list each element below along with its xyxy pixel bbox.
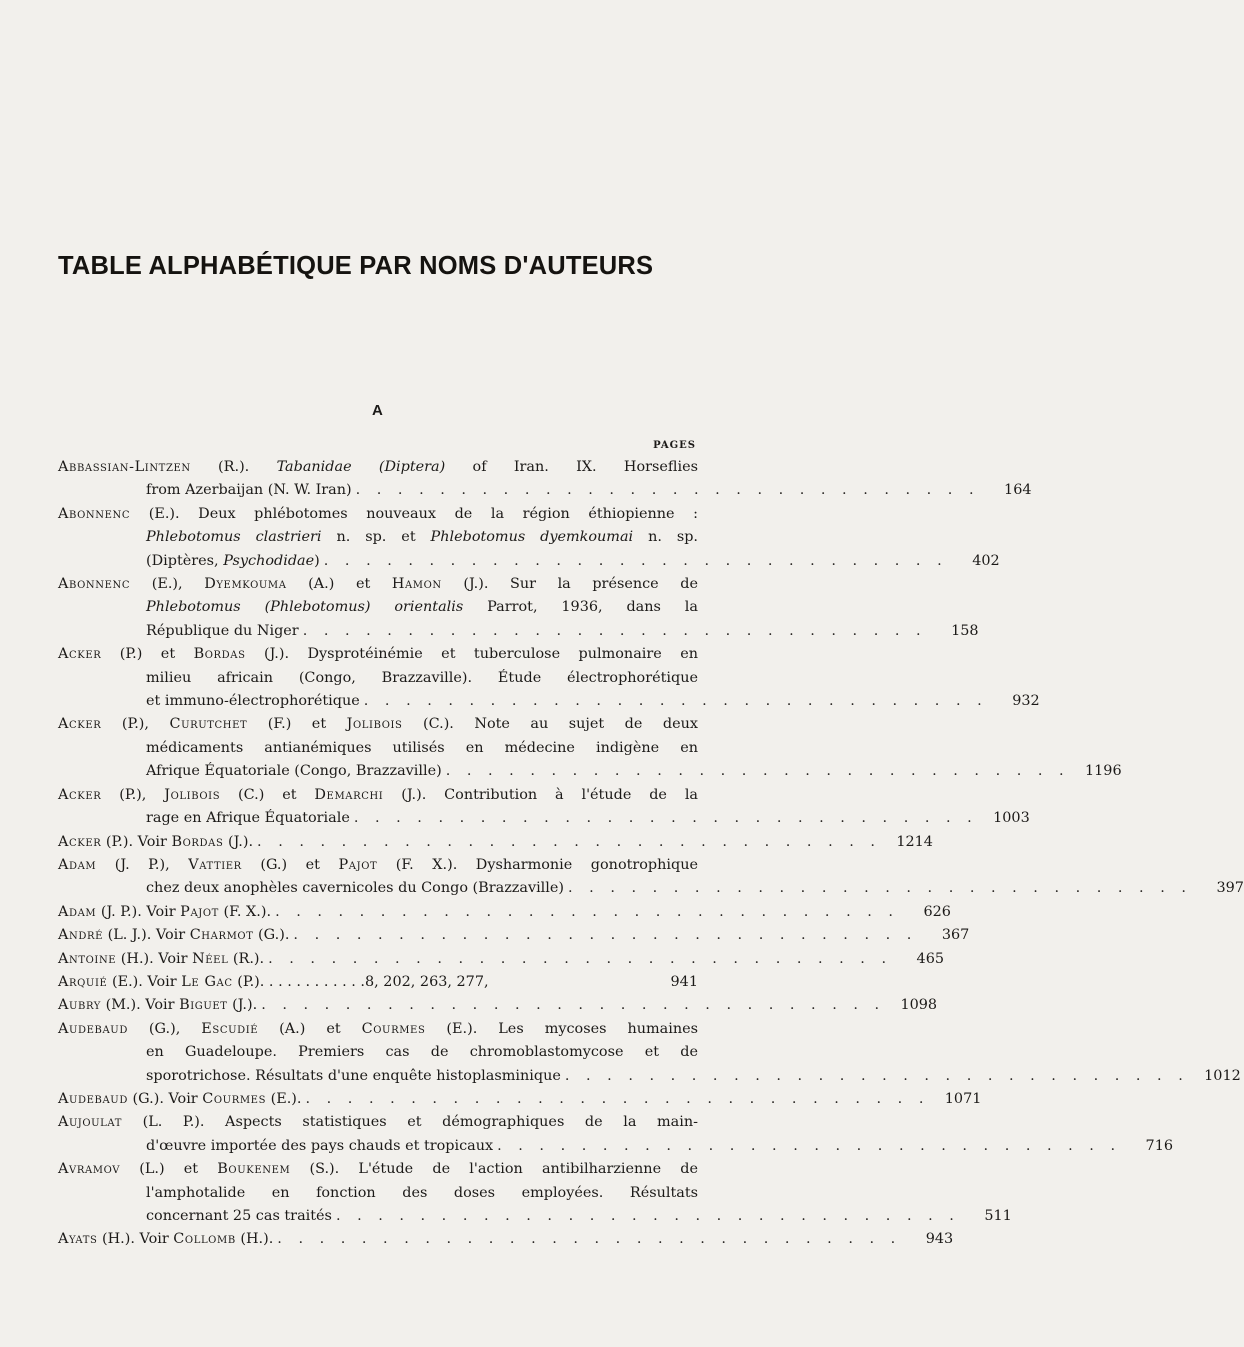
entry-text: Acker (P.), Curutchet (F.) et Jolibois (C.). Note au sujet de deux: [58, 716, 698, 733]
entry-line: [58, 901, 951, 924]
dot-leader: . . . . . . . . . . . . . . . . . . . . . . . . . . . . . .: [261, 997, 886, 1014]
index-entry: [58, 573, 979, 643]
page-number: 716: [1145, 1137, 1174, 1154]
entry-text: Abonnenc (E.), Dyemkouma (A.) et Hamon (J.). Sur la présence de: [58, 576, 699, 593]
index-entry: [58, 924, 970, 947]
entry-line: [58, 1205, 1012, 1228]
index-entry: [58, 831, 933, 854]
index-entry: [58, 1111, 1174, 1158]
entry-line: [58, 550, 1000, 573]
entry-text: Audebaud (G.). Voir Courmes (E.).: [58, 1090, 302, 1107]
index-entry: [58, 948, 945, 971]
entry-line: [58, 831, 933, 854]
entry-text: en Guadeloupe. Premiers cas de chromoblastomycose et de: [146, 1044, 698, 1061]
page-number: 397: [1216, 880, 1244, 897]
entry-line: [58, 1018, 698, 1041]
page-number: 367: [941, 927, 970, 944]
page-number: 1012: [1204, 1067, 1241, 1084]
entry-text: Abonnenc (E.). Deux phlébotomes nouveaux de la région éthiopienne :: [58, 505, 698, 522]
page-number: 1003: [993, 810, 1030, 827]
index-entry: [58, 901, 951, 924]
page-number: 164: [1004, 482, 1032, 499]
dot-leader: . . . . . . . . . . . . . . . . . . . . . . . . . . . . . .: [564, 1067, 1189, 1084]
page-number: 1214: [896, 833, 933, 850]
dot-leader: . . . . . . . . . . . . . . . . . . . . . . . . . . . . . .: [497, 1137, 1122, 1154]
entry-line: [58, 971, 698, 994]
dot-leader: [489, 971, 646, 994]
page-number: 941: [670, 973, 698, 990]
entry-text: chez deux anophèles cavernicoles du Congo (Brazzaville): [146, 880, 565, 897]
index-entry: [58, 456, 1032, 503]
page-number: 465: [916, 950, 945, 967]
entry-text: médicaments antianémiques utilisés en médecine indigène en: [146, 739, 698, 756]
entry-text: d'œuvre importée des pays chauds et tropicaux: [146, 1137, 494, 1154]
entry-line: [58, 877, 1244, 900]
page-number: 1098: [900, 997, 938, 1014]
entry-line: [58, 1158, 698, 1181]
entry-line: [58, 503, 698, 526]
entry-text: Phlebotomus (Phlebotomus) orientalis Parrot, 1936, dans la: [146, 599, 698, 616]
page-number: 158: [951, 622, 979, 639]
index-entry: [58, 713, 1122, 783]
dot-leader: . . . . . . . . . . . . . . . . . . . . . . . . . . . . . .: [302, 622, 927, 639]
entry-line: [58, 994, 938, 1017]
entry-text: Aubry (M.). Voir Biguet (J.).: [58, 997, 258, 1014]
page-number: 932: [1012, 693, 1040, 710]
entry-text: rage en Afrique Équatoriale: [146, 810, 350, 827]
entry-line: [58, 948, 945, 971]
index-entry: [58, 1018, 1241, 1088]
entry-text: Audebaud (G.), Escudié (A.) et Courmes (E.). Les mycoses humaines: [58, 1020, 698, 1037]
pages-column-label: PAGES: [653, 440, 696, 451]
entry-line: [58, 573, 698, 596]
entry-text: Acker (P.) et Bordas (J.). Dysprotéinémie et tuberculose pulmonaire en: [58, 646, 699, 663]
page-number: 511: [984, 1208, 1012, 1224]
index-entry: [58, 854, 1244, 901]
dot-leader: . . . . . . . . . . . . . . . . . . . . . . . . . . . . . .: [335, 1208, 960, 1224]
index-entry: [58, 971, 698, 994]
page-number: 402: [972, 552, 1000, 569]
dot-leader: . . . . . . . . . . . . . . . . . . . . . . . . . . . . . .: [268, 950, 893, 967]
entry-line: [58, 1135, 1174, 1158]
dot-leader: . . . . . . . . . . . . . . . . . . . . . . . . . . . . . .: [363, 693, 988, 710]
entry-line: [58, 737, 698, 760]
entry-line: [58, 1111, 698, 1134]
entry-text: Adam (J. P.). Voir Pajot (F. X.).: [58, 903, 272, 920]
entry-text: Aujoulat (L. P.). Aspects statistiques et démographiques de la main-: [58, 1114, 698, 1131]
entry-line: [58, 620, 979, 643]
entry-line: [58, 456, 698, 479]
entry-line: [58, 784, 698, 807]
dot-leader: . . . . . . . . . . . . . . . . . . . . . . . . . . . . . .: [568, 880, 1192, 897]
entry-text: Antoine (H.). Voir Néel (R.).: [58, 950, 265, 967]
dot-leader: . . . . . . . . . . . . . . . . . . . . . . . . . . . . . .: [445, 763, 1070, 780]
entry-text: milieu africain (Congo, Brazzaville). Étude électrophorétique: [146, 669, 698, 686]
entry-line: [58, 479, 1032, 502]
index-entry: [58, 784, 1030, 831]
dot-leader: . . . . . . . . . . . . . . . . . . . . . . . . . . . . . .: [257, 833, 881, 850]
index-entry: [58, 503, 1000, 573]
entry-text: Avramov (L.) et Boukenem (S.). L'étude de l'action antibilharzienne de: [58, 1161, 698, 1178]
page-title: TABLE ALPHABÉTIQUE PAR NOMS D'AUTEURS: [58, 252, 654, 280]
entry-line: [58, 526, 698, 549]
entry-line: [58, 596, 698, 619]
page-number: 1071: [944, 1090, 982, 1107]
entry-line: [58, 713, 698, 736]
entry-text: Acker (P.). Voir Bordas (J.).: [58, 833, 254, 850]
entry-text: Adam (J. P.), Vattier (G.) et Pajot (F. X.). Dysharmonie gonotrophique: [58, 856, 699, 873]
dot-leader: . . . . . . . . . . . . . . . . . . . . . . . . . . . . . .: [353, 810, 978, 827]
entry-text: l'amphotalide en fonction des doses employées. Résultats: [146, 1184, 698, 1201]
index-entry: [58, 1088, 982, 1111]
entry-text: Phlebotomus clastrieri n. sp. et Phlebotomus dyemkoumai n. sp.: [146, 529, 699, 546]
entry-line: [58, 1228, 954, 1251]
entry-line: [58, 1041, 698, 1064]
dot-leader: . . . . . . . . . . . . . . . . . . . . . . . . . . . . . .: [355, 482, 980, 499]
entry-text: concernant 25 cas traités: [146, 1208, 332, 1224]
index-entry: [58, 1158, 1012, 1228]
entry-text: André (L. J.). Voir Charmot (G.).: [58, 927, 290, 944]
author-index-list: [58, 456, 1244, 1252]
entry-line: [58, 643, 698, 666]
index-entry: [58, 1228, 954, 1251]
entry-line: [58, 1182, 698, 1205]
entry-text: Ayats (H.). Voir Collomb (H.).: [58, 1231, 274, 1248]
entry-line: [58, 807, 1030, 830]
dot-leader: . . . . . . . . . . . . . . . . . . . . . . . . . . . . . .: [323, 552, 948, 569]
entry-line: [58, 667, 698, 690]
entry-text: Arquié (E.). Voir Le Gac (P.). . . . . . . . . . . .8, 202, 263, 277,: [58, 973, 489, 990]
entry-line: [58, 1088, 982, 1111]
page-number: 943: [925, 1231, 954, 1248]
dot-leader: . . . . . . . . . . . . . . . . . . . . . . . . . . . . . .: [277, 1231, 902, 1248]
dot-leader: . . . . . . . . . . . . . . . . . . . . . . . . . . . . . .: [293, 927, 918, 944]
entry-text: Acker (P.), Jolibois (C.) et Demarchi (J.). Contribution à l'étude de la: [58, 786, 699, 803]
entry-text: (Diptères, Psychodidae): [146, 552, 320, 569]
entry-text: République du Niger: [146, 622, 299, 639]
entry-text: Afrique Équatoriale (Congo, Brazzaville): [146, 763, 442, 780]
entry-line: [58, 1065, 1241, 1088]
dot-leader: . . . . . . . . . . . . . . . . . . . . . . . . . . . . . .: [275, 903, 899, 920]
entry-text: Abbassian-Lintzen (R.). Tabanidae (Diptera) of Iran. IX. Horseflies: [58, 459, 698, 475]
entry-line: [58, 854, 698, 877]
entry-line: [58, 690, 1040, 713]
entry-line: [58, 924, 970, 947]
entry-text: sporotrichose. Résultats d'une enquête histoplasminique: [146, 1067, 561, 1084]
page-number: 626: [923, 903, 951, 920]
entry-line: [58, 760, 1122, 783]
index-entry: [58, 994, 938, 1017]
entry-text: et immuno-électrophorétique: [146, 693, 360, 710]
section-letter: A: [372, 402, 383, 419]
page-number: 1196: [1084, 763, 1122, 780]
dot-leader: . . . . . . . . . . . . . . . . . . . . . . . . . . . . . .: [305, 1090, 930, 1107]
entry-text: from Azerbaijan (N. W. Iran): [146, 482, 352, 499]
index-entry: [58, 643, 1040, 713]
